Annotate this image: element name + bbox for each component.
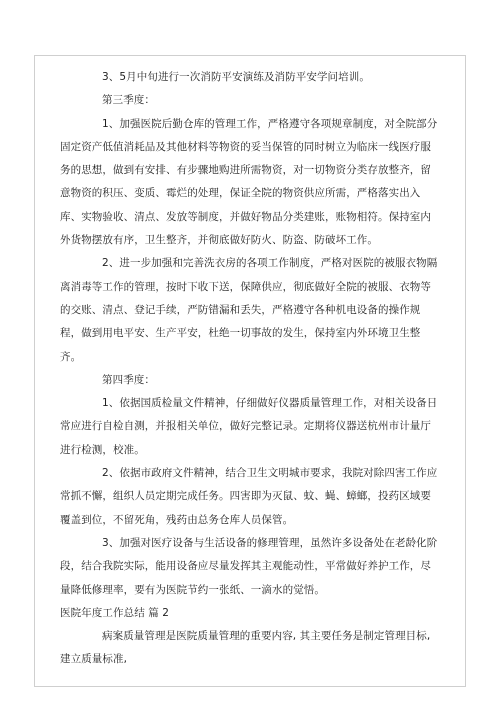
document-body <box>60 66 440 672</box>
paragraph-fire-drill: 3、5月中旬进行一次消防平安演练及消防平安学问培训。 <box>102 71 370 83</box>
section-title-part-2: 医院年度工作总结 篇 2 <box>60 606 170 619</box>
paragraph-medical-records: 病案质量管理是医院质量管理的重要内容, 其主要任务是制定管理目标, 建立质量标准, <box>60 630 431 666</box>
paragraph-laundry-management: 2、进一步加强和完善洗衣房的各项工作制度，严格对医院的被服衣物隔离消毒等工作的管理，按时下收下送，保障供应，彻底做好全院的被服、衣物等的交账、清点、登记手续，严防错漏和丢失，严格遵守各种机电设备的操作规程，做到用电平安、生产平安，杜绝一切事故的发生，保持室内外环境卫生整齐。 <box>60 257 438 363</box>
paragraph-pest-control: 2、依据市政府文件精神，结合卫生文明城市要求，我院对除四害工作应常抓不懈，组织人员定期完成任务。四害即为灭鼠、蚊、蝇、蟑螂，投药区域要覆盖到位，不留死角，残药由总务仓库人员保管。 <box>60 467 438 526</box>
paragraph-warehouse-management: 1、加强医院后勤仓库的管理工作，严格遵守各项规章制度，对全院部分固定资产低值消耗品及其他材料等物资的妥当保管的同时树立为临床一线医疗服务的思想，做到有安排、有步骤地购进所需物资，对一切物资分类存放整齐，留意物资的积压、变质、霉烂的处理，保证全院的物资供应所需，严格落实出入库、实物验收、清点、发放等制度，并做好物品分类建账，账物相符。保持室内外货物摆放有序，卫生整齐，并彻底做好防火、防盗、防破坏工作。 <box>60 117 438 247</box>
heading-third-quarter: 第三季度： <box>102 94 155 107</box>
paragraph-equipment-repair: 3、加强对医疗设备与生活设备的修理管理，虽然许多设备处在老龄化阶段，结合我院实际，能用设备应尽量发挥其主观能动性，平常做好养护工作，尽量降低修理率，要有为医院节约一张纸、一滴水的觉悟。 <box>60 536 438 596</box>
heading-fourth-quarter: 第四季度： <box>102 373 155 386</box>
paragraph-instrument-quality: 1、依据国质检量文件精神，仔细做好仪器质量管理工作，对相关设备日常应进行自检自测，并报相关单位，做好完整记录。定期将仪器送杭州市计量厅进行检测，校准。 <box>60 397 438 456</box>
